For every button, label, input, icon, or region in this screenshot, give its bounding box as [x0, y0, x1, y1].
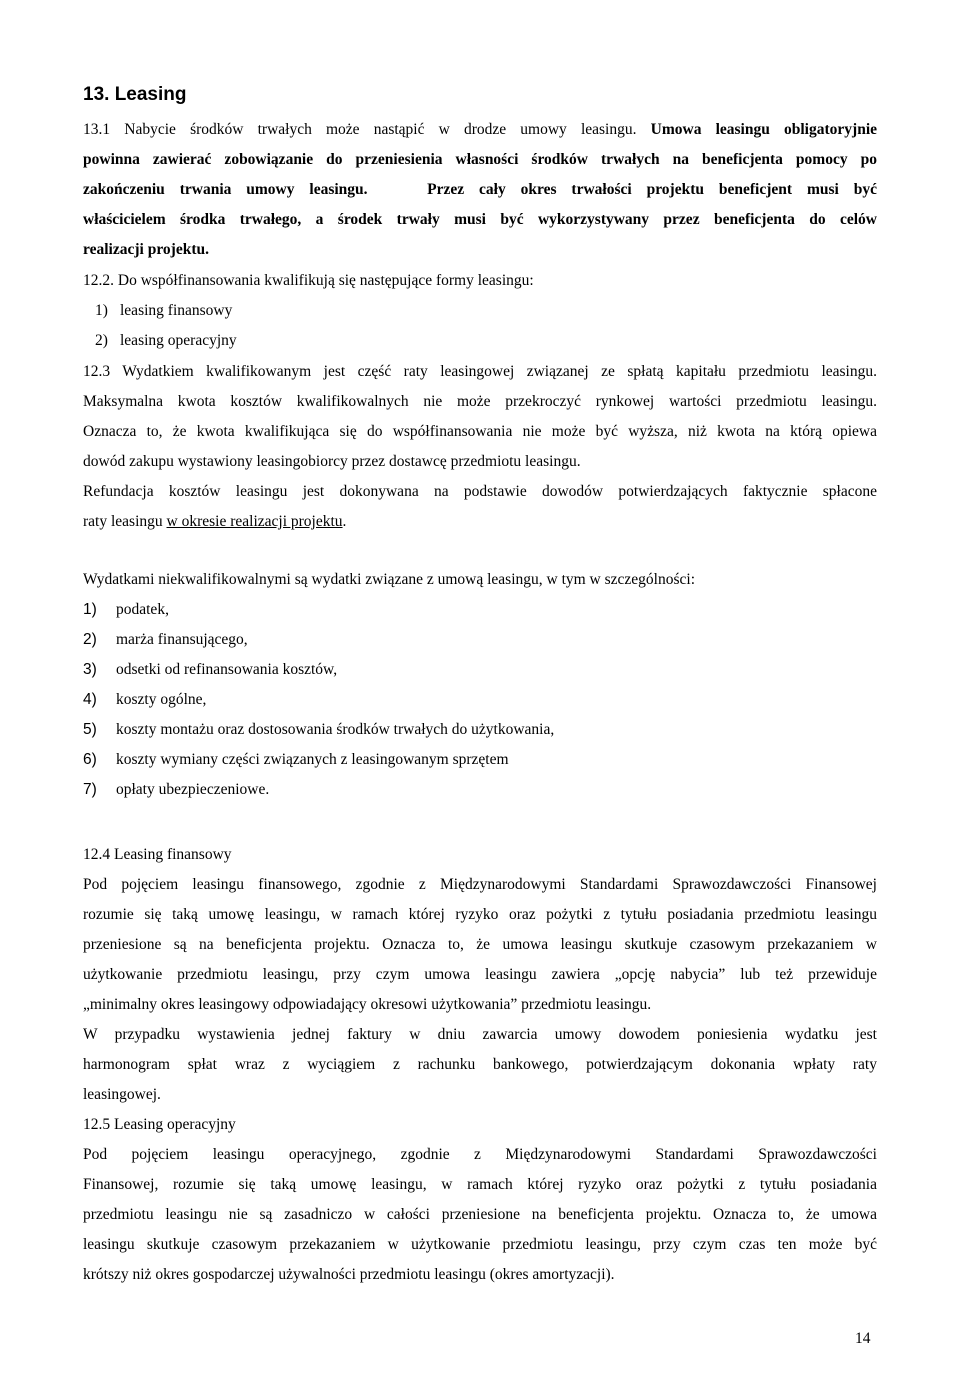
p12-3-line-6: raty leasingu w okresie realizacji projektu. — [83, 513, 347, 530]
p12-5-title: 12.5 Leasing operacyjny — [83, 1116, 236, 1133]
p12-4-line-7: harmonogram spłat wraz z wyciągiem z rachunku bankowego, potwierdzającym dokonania wpłaty raty — [83, 1056, 877, 1073]
list-item: 3) odsetki od refinansowania kosztów, — [83, 661, 338, 678]
p12-3-line-2: Maksymalna kwota kosztów kwalifikowalnych nie może przekroczyć rynkowej wartości przedmiotu leasingu. — [83, 393, 877, 410]
list-item: 1) leasing finansowy — [95, 302, 233, 319]
p12-4-line-2: rozumie się taką umowę leasingu, w ramach której ryzyko oraz pożytki z tytułu posiadania przedmiotu leasingu — [83, 906, 877, 923]
p12-5-line-4: leasingu skutkuje czasowym przekazaniem w użytkowanie przedmiotu leasingu, przy czym czas ten może być — [83, 1236, 877, 1253]
p12-4-line-3: przeniesione są na beneficjenta projektu. Oznacza to, że umowa leasingu skutkuje czasowym przekazaniem w — [83, 936, 877, 953]
p12-4-title: 12.4 Leasing finansowy — [83, 846, 232, 863]
p12-4-line-8: leasingowej. — [83, 1086, 161, 1103]
p12-3-line-5: Refundacja kosztów leasingu jest dokonywana na podstawie dowodów potwierdzających faktycznie spłacone — [83, 483, 877, 500]
paragraph-12-3 — [83, 357, 877, 537]
p13-1-line-5: realizacji projektu. — [83, 241, 209, 258]
p12-4-line-4: użytkowanie przedmiotu leasingu, przy czym umowa leasingu zawiera „opcję nabycia” lub też przewiduje — [83, 966, 877, 983]
ineligible-expenses — [83, 565, 877, 805]
p12-4-line-6: W przypadku wystawienia jednej faktury w dniu zawarcia umowy dowodem poniesienia wydatku jest — [83, 1026, 877, 1043]
section-title: 13. Leasing — [83, 84, 187, 105]
p13-1-line-2: powinna zawierać zobowiązanie do przeniesienia własności środków trwałych na beneficjenta pomocy po — [83, 151, 877, 168]
paragraph-12-5 — [83, 1110, 877, 1290]
p12-4-line-1: Pod pojęciem leasingu finansowego, zgodnie z Międzynarodowymi Standardami Sprawozdawczości Finansowej — [83, 876, 877, 893]
p13-1-line-1: 13.1 Nabycie środków trwałych może nastąpić w drodze umowy leasingu. Umowa leasingu obligatoryjnie — [83, 121, 877, 138]
paragraph-13-1 — [83, 115, 877, 265]
page-number: 14 — [855, 1330, 871, 1347]
list-item: 1) podatek, — [83, 601, 169, 618]
list-item: 2) marża finansującego, — [83, 631, 248, 648]
p13-1-line-3: zakończeniu trwania umowy leasingu. Przez cały okres trwałości projektu beneficjent musi być — [83, 181, 877, 198]
list-item: 7) opłaty ubezpieczeniowe. — [83, 781, 270, 798]
p13-1-line-4: właścicielem środka trwałego, a środek trwały musi być wykorzystywany przez beneficjenta do celów — [83, 211, 877, 228]
p12-4-line-5: „minimalny okres leasingowy odpowiadający okresowi użytkowania” przedmiotu leasingu. — [83, 996, 652, 1013]
p12-5-line-3: przedmiotu leasingu nie są zasadniczo w całości przeniesione na beneficjenta projektu. Oznacza to, że umowa — [83, 1206, 877, 1223]
p12-2-text: 12.2. Do współfinansowania kwalifikują się następujące formy leasingu: — [83, 272, 534, 289]
list-item: 6) koszty wymiany części związanych z leasingowanym sprzętem — [83, 751, 509, 768]
p12-3-line-1: 12.3 Wydatkiem kwalifikowanym jest część raty leasingowej związanej ze spłatą kapitału przedmiotu leasingu. — [83, 363, 877, 380]
list-item: 4) koszty ogólne, — [83, 691, 207, 708]
p12-5-line-2: Finansowej, rozumie się taką umowę leasingu, w ramach której ryzyko oraz pożytki z tytułu posiadania — [83, 1176, 877, 1193]
ineligible-intro: Wydatkami niekwalifikowalnymi są wydatki związane z umową leasingu, w tym w szczególności: — [83, 571, 696, 588]
list-item: 5) koszty montażu oraz dostosowania środków trwałych do użytkowania, — [83, 721, 555, 738]
p12-5-line-5: krótszy niż okres gospodarczej używalności przedmiotu leasingu (okres amortyzacji). — [83, 1266, 615, 1283]
paragraph-12-4 — [83, 840, 877, 1110]
p12-3-line-4: dowód zakupu wystawiony leasingobiorcy przez dostawcę przedmiotu leasingu. — [83, 453, 581, 470]
p12-3-line-3: Oznacza to, że kwota kwalifikująca się do współfinansowania nie może być wyższa, niż kwota na którą opiewa — [83, 423, 877, 440]
list-item: 2) leasing operacyjny — [95, 332, 237, 349]
p12-5-line-1: Pod pojęciem leasingu operacyjnego, zgodnie z Międzynarodowymi Standardami Sprawozdawczości — [83, 1146, 877, 1163]
paragraph-12-2 — [83, 266, 877, 356]
